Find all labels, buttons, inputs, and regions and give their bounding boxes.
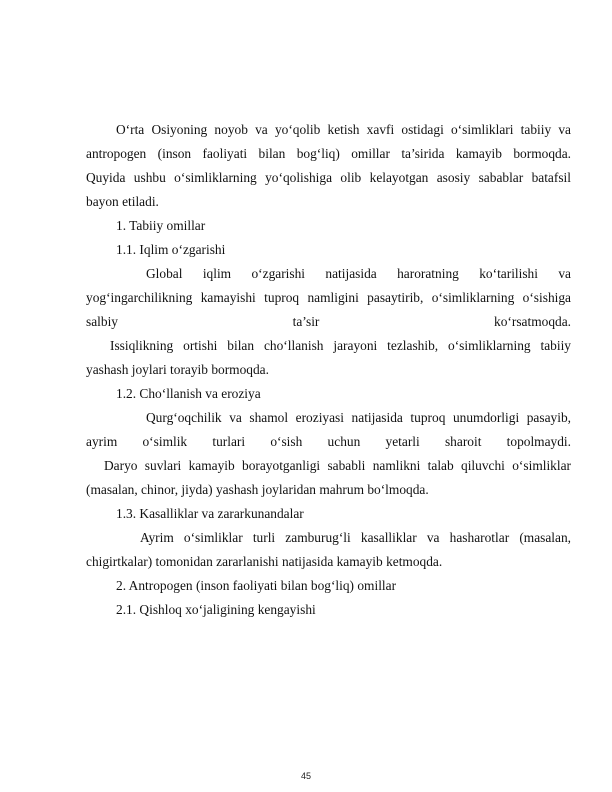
climate-line-1: Global iqlim o‘zgarishi natijasida haroratning ko‘tarilishi va — [146, 266, 571, 281]
subsection-heading-1-3: 1.3. Kasalliklar va zararkunandalar — [116, 506, 304, 521]
desert-line-2: ayrim o‘simlik turlari o‘sish uchun yetarli sharoit topolmaydi. — [86, 434, 571, 449]
page-number: 45 — [300, 771, 311, 781]
desert-line-1: Qurg‘oqchilik va shamol eroziyasi natijasida tuproq unumdorligi pasayib, — [146, 410, 571, 425]
subsection-heading-1-2: 1.2. Cho‘llanish va eroziya — [116, 386, 261, 401]
desert-line-4: (masalan, chinor, jiyda) yashash joylaridan mahrum bo‘lmoqda. — [86, 482, 429, 497]
intro-line-4: bayon etiladi. — [86, 194, 159, 209]
climate-line-5: yashash joylari torayib bormoqda. — [86, 362, 269, 377]
desert-line-3: Daryo suvlari kamayib borayotganligi sababli namlikni talab qiluvchi o‘simliklar — [104, 458, 571, 473]
climate-line-3: salbiy ta’sir ko‘rsatmoqda. — [86, 314, 571, 329]
subsection-heading-2-1: 2.1. Qishloq xo‘jaligining kengayishi — [116, 602, 316, 617]
intro-line-2: antropogen (inson faoliyati bilan bog‘liq) omillar ta’sirida kamayib bormoqda. — [86, 146, 571, 161]
disease-line-2: chigirtkalar) tomonidan zararlanishi natijasida kamayib ketmoqda. — [86, 554, 443, 569]
intro-line-3: Quyida ushbu o‘simliklarning yo‘qolishiga olib kelayotgan asosiy sabablar batafsil — [86, 170, 571, 185]
climate-line-4: Issiqlikning ortishi bilan cho‘llanish jarayoni tezlashib, o‘simliklarning tabiiy — [110, 338, 571, 353]
subsection-heading-1-1: 1.1. Iqlim o‘zgarishi — [116, 242, 226, 257]
section-heading-2: 2. Antropogen (inson faoliyati bilan bog‘liq) omillar — [116, 578, 397, 593]
climate-line-2: yog‘ingarchilikning kamayishi tuproq namligini pasaytirib, o‘simliklarning o‘sishiga — [86, 290, 571, 305]
disease-line-1: Ayrim o‘simliklar turli zamburug‘li kasalliklar va hasharotlar (masalan, — [140, 530, 571, 545]
intro-line-1: O‘rta Osiyoning noyob va yo‘qolib ketish xavfi ostidagi o‘simliklari tabiiy va — [116, 122, 571, 137]
section-heading-1: 1. Tabiiy omillar — [116, 218, 206, 233]
